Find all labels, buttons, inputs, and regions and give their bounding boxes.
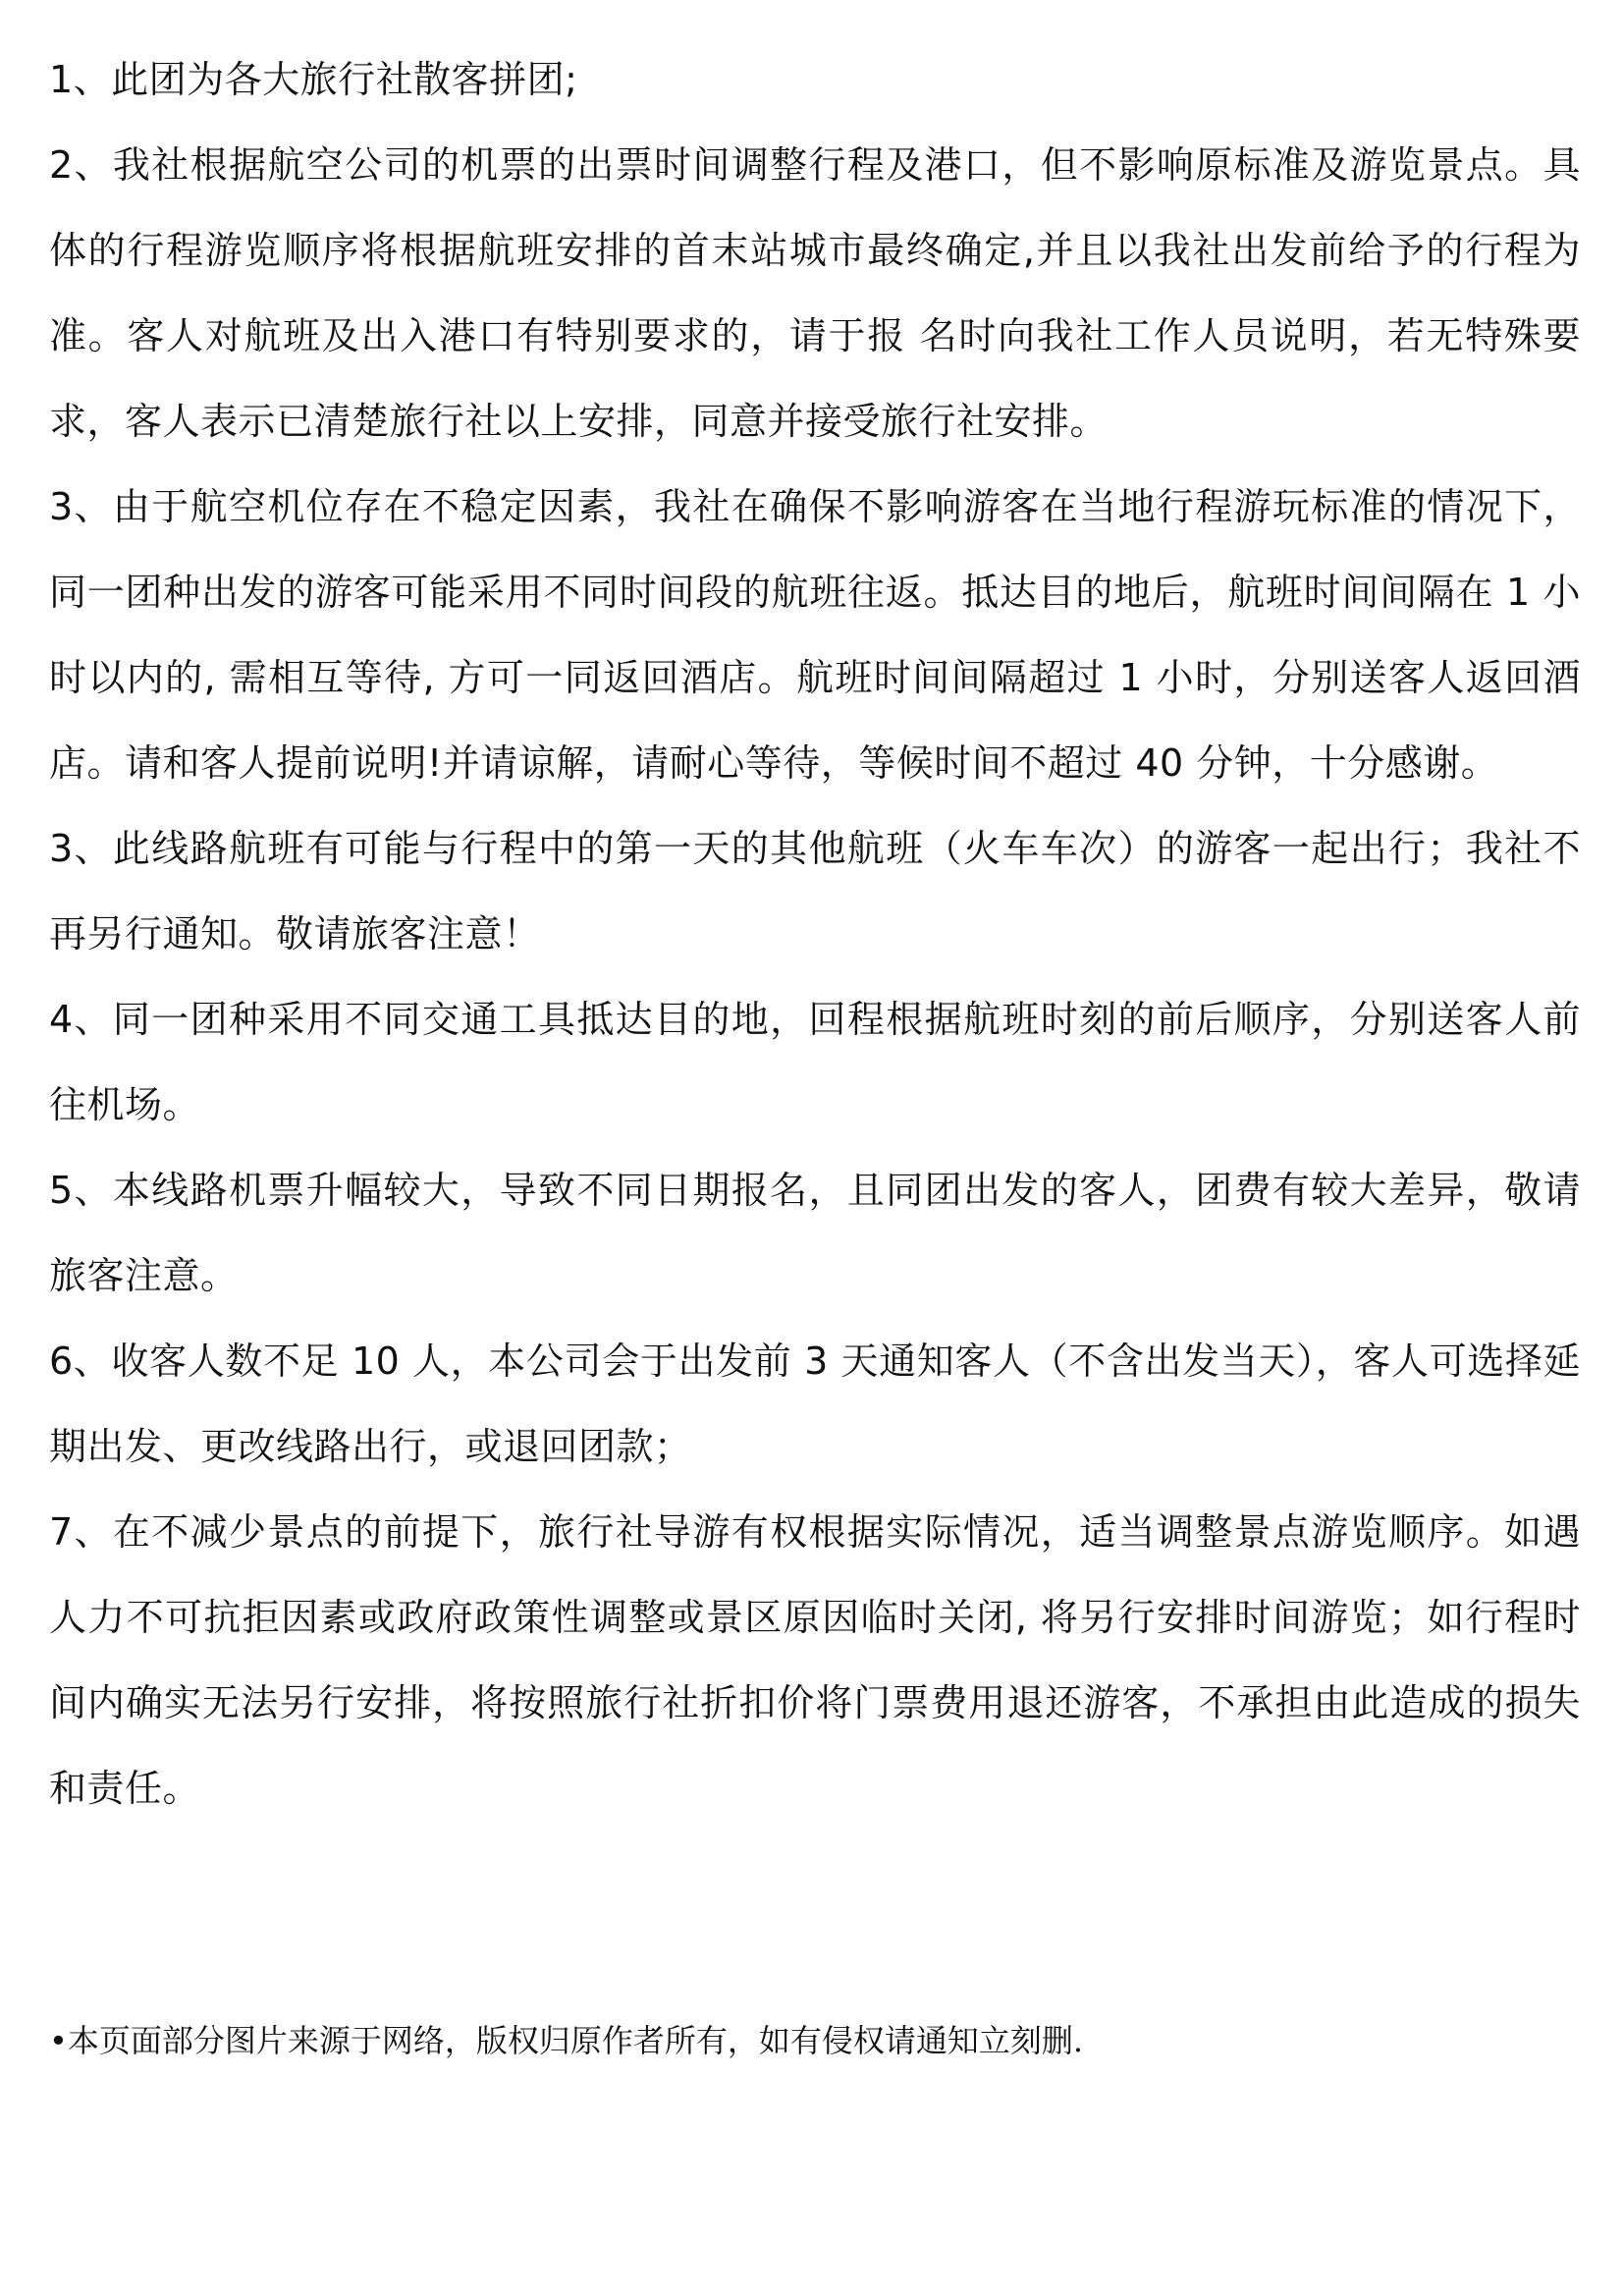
copyright-note: •本页面部分图片来源于网络，版权归原作者所有，如有侵权请通知立刻删. (49, 2022, 1084, 2059)
paragraph-3: 3、由于航空机位存在不稳定因素，我社在确保不影响游客在当地行程游玩标准的情况下，同一团种出发的游客可能采用不同时间段的航班往返。抵达目的地后，航班时间间隔在 1 小时以内的, 需相互等待, 方可一同返回酒店。航班时间间隔超过 1 小时，分别送客人返回酒店。请和客人提前说明!并请谅解，请耐心等待，等候时间不超过 40 分钟，十分感谢。 (49, 485, 1581, 785)
paragraph-7: 6、收客人数不足 10 人，本公司会于出发前 3 天通知客人（不含出发当天），客人可选择延期出发、更改线路出行，或退回团款； (49, 1339, 1581, 1468)
paragraph-8: 7、在不减少景点的前提下，旅行社导游有权根据实际情况，适当调整景点游览顺序。如遇人力不可抗拒因素或政府政策性调整或景区原因临时关闭, 将另行安排时间游览；如行程时间内确实无法另行安排，将按照旅行社折扣价将门票费用退还游客，不承担由此造成的损失和责任。 (49, 1510, 1581, 1810)
paragraph-4: 3、此线路航班有可能与行程中的第一天的其他航班（火车车次）的游客一起出行；我社不再另行通知。敬请旅客注意！ (49, 827, 1581, 956)
paragraph-2: 2、我社根据航空公司的机票的出票时间调整行程及港口，但不影响原标准及游览景点。具体的行程游览顺序将根据航班安排的首末站城市最终确定,并且以我社出发前给予的行程为准。客人对航班及出入港口有特别要求的，请于报 名时向我社工作人员说明，若无特殊要求，客人表示已清楚旅行社以上安排，同意并接受旅行社安排。 (49, 143, 1581, 443)
paragraph-1: 1、此团为各大旅行社散客拼团; (49, 58, 578, 101)
paragraph-6: 5、本线路机票升幅较大，导致不同日期报名，且同团出发的客人，团费有较大差异，敬请旅客注意。 (49, 1169, 1581, 1297)
document-body (49, 37, 1581, 1831)
paragraph-5: 4、同一团种采用不同交通工具抵达目的地，回程根据航班时刻的前后顺序，分别送客人前往机场。 (49, 998, 1581, 1126)
